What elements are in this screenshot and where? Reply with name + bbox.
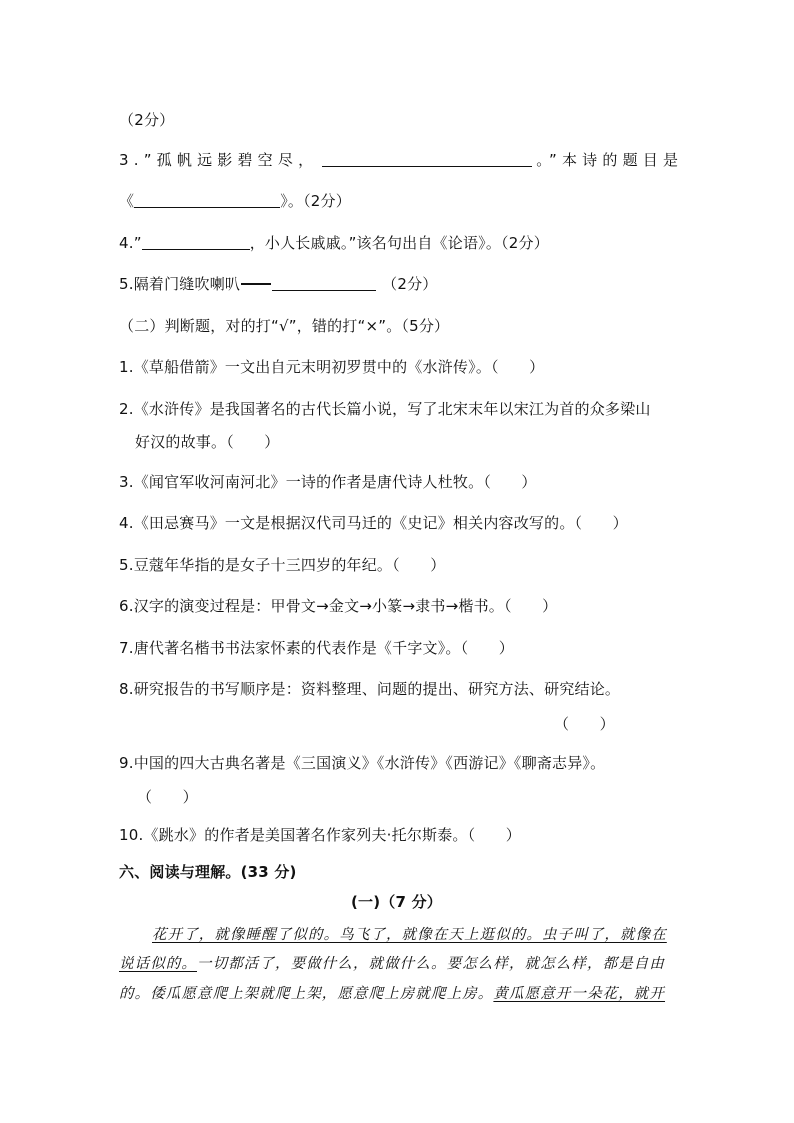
section-2-heading: （二）判断题，对的打“√”，错的打“×”。（5分） xyxy=(119,317,450,335)
judge-item-2-cont[interactable]: 好汉的故事。（ ） xyxy=(135,433,280,451)
judge-item-8-paren[interactable]: （ ） xyxy=(554,715,615,733)
passage-line-1: 花开了，就像睡醒了似的。鸟飞了，就像在天上逛似的。虫子叫了，就像在 xyxy=(152,927,667,943)
passage-line-3: 的。倭瓜愿意爬上架就爬上架，愿意爬上房就爬上房。黄瓜愿意开一朵花，就开 xyxy=(119,986,666,1002)
answer-blank[interactable] xyxy=(142,234,250,250)
question-3: 3.”孤帆远影碧空尽， 。”本诗的题目是 xyxy=(119,151,684,169)
judge-item-10[interactable]: 10.《跳水》的作者是美国著名作家列夫·托尔斯泰。（ ） xyxy=(119,826,521,844)
score-note: （2分） xyxy=(119,111,175,129)
judge-item-7[interactable]: 7.唐代著名楷书书法家怀素的代表作是《千字文》。（ ） xyxy=(119,639,514,657)
judge-item-3[interactable]: 3.《闻官军收河南河北》一诗的作者是唐代诗人杜牧。（ ） xyxy=(119,473,537,491)
passage-line-2: 说话似的。一切都活了，要做什么，就做什么。要怎么样，就怎么样，都是自由 xyxy=(119,956,665,972)
reading-part-1-heading: (一)（7 分） xyxy=(351,893,442,911)
judge-item-4[interactable]: 4.《田忌赛马》一文是根据汉代司马迁的《史记》相关内容改写的。（ ） xyxy=(119,514,628,532)
answer-blank[interactable] xyxy=(134,192,280,208)
section-6-heading: 六、阅读与理解。(33 分) xyxy=(119,863,297,881)
dash-mark xyxy=(241,283,271,285)
answer-blank[interactable] xyxy=(272,275,376,291)
answer-blank[interactable] xyxy=(322,151,532,167)
judge-item-6[interactable]: 6.汉字的演变过程是：甲骨文→金文→小篆→隶书→楷书。（ ） xyxy=(119,597,558,615)
judge-item-8[interactable]: 8.研究报告的书写顺序是：资料整理、问题的提出、研究方法、研究结论。 xyxy=(119,680,621,698)
judge-item-5[interactable]: 5.豆蔻年华指的是女子十三四岁的年纪。（ ） xyxy=(119,556,446,574)
question-4: 4.” ，小人长戚戚。”该名句出自《论语》。（2分） xyxy=(119,234,549,252)
judge-item-9-paren[interactable]: （ ） xyxy=(137,788,198,806)
question-3-title: 《 》。（2分） xyxy=(119,192,351,210)
judge-item-1[interactable]: 1.《草船借箭》一文出自元末明初罗贯中的《水浒传》。（ ） xyxy=(119,358,545,376)
judge-item-2[interactable]: 2.《水浒传》是我国著名的古代长篇小说，写了北宋末年以宋江为首的众多梁山 xyxy=(119,400,651,418)
question-5: 5.隔着门缝吹喇叭 （2分） xyxy=(119,275,438,293)
judge-item-9[interactable]: 9.中国的四大古典名著是《三国演义》《水浒传》《西游记》《聊斋志异》。 xyxy=(119,754,606,772)
